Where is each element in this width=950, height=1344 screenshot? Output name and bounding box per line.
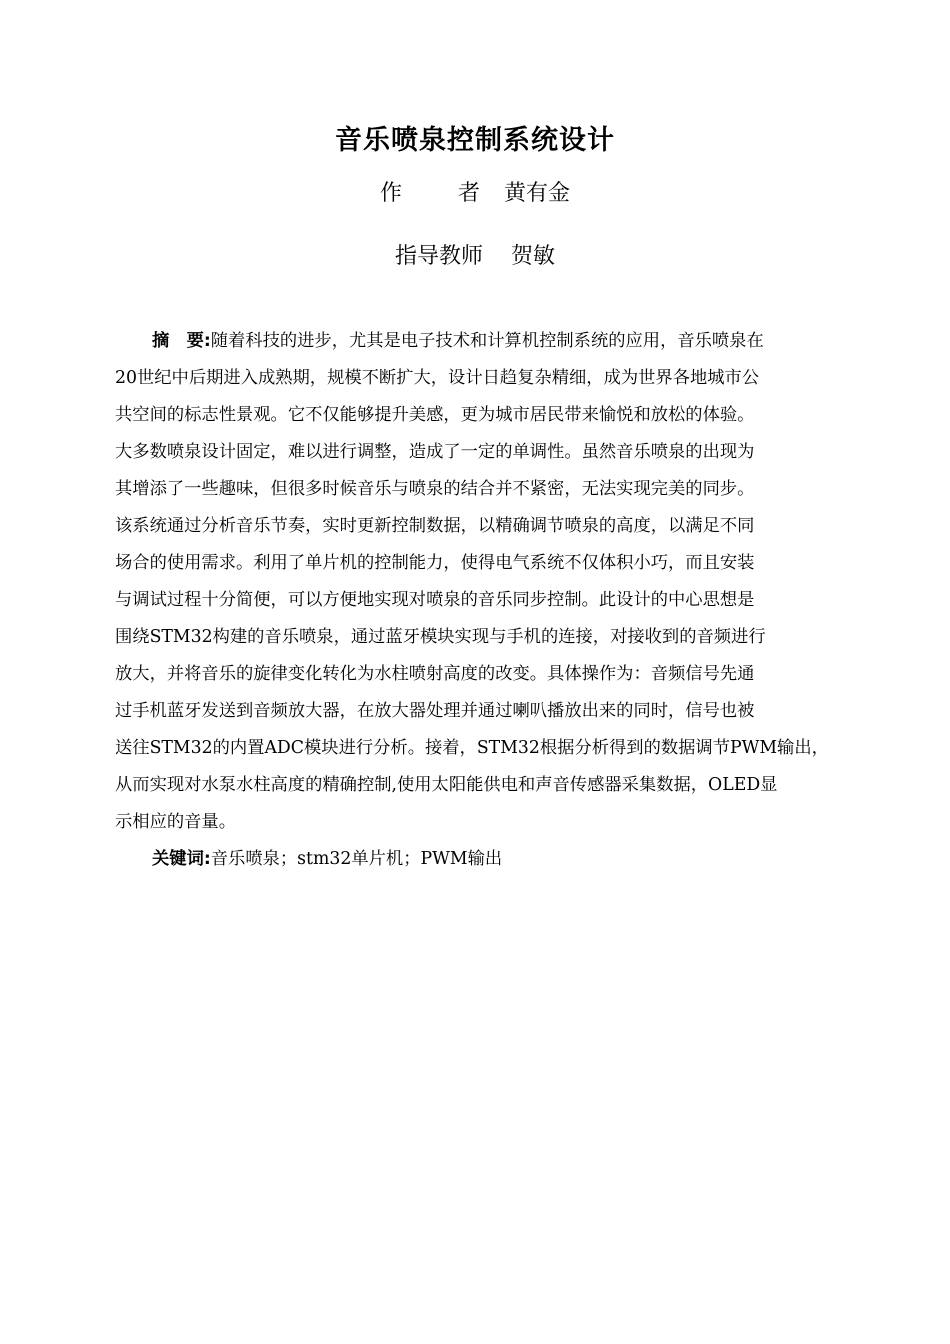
paper-title: 音乐喷泉控制系统设计 [335,125,615,156]
keywords-label: 关键词: [152,849,211,869]
abstract-line: 示相应的音量。 [115,812,236,832]
author-label-part1: 作 [379,181,402,206]
abstract-line: 从而实现对水泵水柱高度的精确控制,使用太阳能供电和声音传感器采集数据，OLED显 [115,775,778,795]
author-label-part2: 者 [457,181,480,206]
advisor-label: 指导教师 [394,244,483,269]
author-name: 黄有金 [504,181,571,206]
keywords-line [115,844,839,881]
abstract-line-text: 随着科技的进步，尤其是电子技术和计算机控制系统的应用，音乐喷泉在 [210,331,764,351]
abstract-line: 放大，并将音乐的旋律变化转化为水柱喷射高度的改变。具体操作为：音频信号先通 [115,664,755,684]
abstract-block [115,326,839,881]
advisor-name: 贺敏 [511,244,556,269]
abstract-label: 摘 要: [152,331,211,351]
abstract-line: 场合的使用需求。利用了单片机的控制能力，使得电气系统不仅体积小巧，而且安装 [115,553,755,573]
author-line [0,176,950,207]
keywords-text: 音乐喷泉；stm32单片机；PWM输出 [210,849,503,869]
abstract-line: 20世纪中后期进入成熟期，规模不断扩大，设计日趋复杂精细，成为世界各地城市公 [115,368,760,388]
abstract-line: 过手机蓝牙发送到音频放大器，在放大器处理并通过喇叭播放出来的同时，信号也被 [115,701,755,721]
abstract-line: 共空间的标志性景观。它不仅能够提升美感，更为城市居民带来愉悦和放松的体验。 [115,405,755,425]
abstract-line: 送往STM32的内置ADC模块进行分析。接着，STM32根据分析得到的数据调节PWM输出， [115,738,829,758]
abstract-line: 其增添了一些趣味，但很多时候音乐与喷泉的结合并不紧密，无法实现完美的同步。 [115,479,755,499]
abstract-line: 与调试过程十分简便，可以方便地实现对喷泉的音乐同步控制。此设计的中心思想是 [115,590,755,610]
abstract-line [115,326,839,363]
abstract-line: 大多数喷泉设计固定，难以进行调整，造成了一定的单调性。虽然音乐喷泉的出现为 [115,442,755,462]
advisor-line [0,239,950,270]
abstract-line: 围绕STM32构建的音乐喷泉，通过蓝牙模块实现与手机的连接，对接收到的音频进行 [115,627,766,647]
abstract-line: 该系统通过分析音乐节奏，实时更新控制数据，以精确调节喷泉的高度，以满足不同 [115,516,755,536]
